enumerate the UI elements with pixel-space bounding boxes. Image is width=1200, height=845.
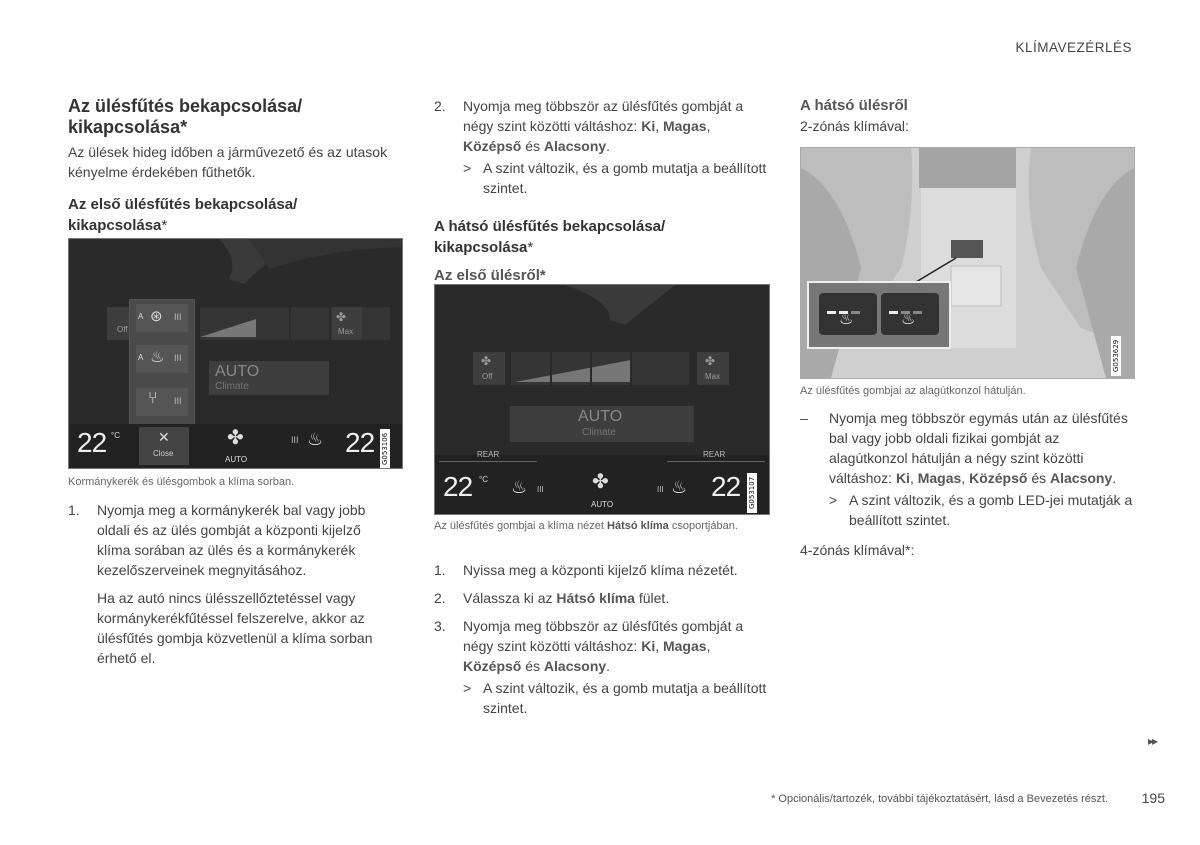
- fan-max-tile[interactable]: [332, 307, 362, 340]
- right-rear-seat-heat-button[interactable]: [881, 293, 939, 335]
- button-inset: [807, 281, 951, 349]
- front-climate-screenshot: [68, 238, 403, 469]
- level-bars-icon: III: [174, 312, 182, 322]
- right-level-bars-icon: III: [291, 435, 299, 445]
- caption-1: Kormánykerék és ülésgombok a klíma sorban.: [68, 476, 295, 488]
- column-2: [434, 96, 768, 286]
- left-rear-seat-heat-button[interactable]: [819, 293, 877, 335]
- steering-heat-option[interactable]: [136, 304, 188, 332]
- rear-step-3-result: [463, 678, 768, 718]
- main-heading: Az ülésfűtés bekapcsolása/ kikapcsolása*: [68, 96, 303, 137]
- column-3: [800, 96, 1134, 136]
- rear-fan-max-tile[interactable]: [697, 352, 729, 385]
- temp-right[interactable]: 22: [345, 427, 375, 458]
- four-zone-label: 4-zónás klímával*:: [800, 542, 915, 558]
- result-marker-2: >: [463, 680, 472, 696]
- auto-climate-tile[interactable]: [209, 361, 329, 395]
- rear-left-seat-heat-icon[interactable]: ♨: [511, 477, 528, 497]
- rear-right-label: REAR: [703, 450, 726, 459]
- rear-left-level-bars-icon: III: [537, 485, 544, 494]
- rear-step-1-number: 1.: [434, 562, 446, 578]
- rear-climate-screenshot: [434, 284, 770, 515]
- step-2-number: 2.: [434, 98, 446, 114]
- rear-right-level-bars-icon: III: [657, 485, 664, 494]
- seat-vent-option[interactable]: [136, 388, 188, 416]
- rear-step-3-result-text: A szint változik, és a gomb mutatja a beállított szintet.: [483, 680, 767, 716]
- rear-button-result-text: A szint változik, és a gomb LED-jei mutatják a beállított szintet.: [849, 492, 1133, 528]
- rear-right-divider: [667, 461, 765, 462]
- left-seat-heat-icon: ♨: [839, 311, 854, 328]
- step-2-text: Nyomja meg többször az ülésfűtés gombját a négy szint közötti váltáshoz: Ki, Magas, Középső és Alacsony.: [463, 98, 744, 154]
- rear-auto-label: AUTO: [578, 408, 623, 425]
- intro-text: Az ülések hideg időben a járművezető és az utasok kényelme érdekében fűthetők.: [68, 144, 388, 180]
- two-zone-label: 2-zónás klímával:: [800, 118, 909, 134]
- rear-button-step: [800, 408, 1134, 530]
- rear-auto-small-label: AUTO: [591, 500, 614, 509]
- rear-temp-unit: °C: [479, 475, 488, 484]
- step-1-text: Nyomja meg a kormánykerék bal vagy jobb oldali és az ülés gombját a központi kijelző klíma sorában az ülés és a kormánykerék kezelőszerveinek megnyitásához.: [97, 502, 366, 578]
- max-label: Max: [338, 327, 354, 336]
- right-seat-heat-icon: ♨: [901, 311, 916, 328]
- fan-icon-max: ✤: [705, 354, 716, 368]
- fan-icon-small: ✤: [481, 354, 492, 368]
- auto-a-label-2: A: [138, 353, 144, 362]
- auto-small-label: AUTO: [225, 455, 248, 464]
- front-seat-sub: Az első ülésről*: [434, 267, 546, 284]
- result-marker: >: [463, 160, 472, 176]
- seat-menu: [129, 299, 195, 429]
- step-1-number: 1.: [68, 502, 80, 518]
- auto-a-label: A: [138, 312, 144, 321]
- step-2-result: [463, 158, 768, 198]
- close-label: Close: [153, 449, 174, 458]
- rear-button-step-text: Nyomja meg többször egymás után az ülésfűtés bal vagy jobb oldali fizikai gombját az alagútkonzol hátulján a négy szint közötti váltáshoz: Ki, Magas, Középső és Alacsony.: [829, 410, 1128, 486]
- close-icon: ✕: [158, 429, 170, 445]
- result-marker-3: >: [829, 492, 838, 508]
- rear-step-2-number: 2.: [434, 590, 446, 606]
- rear-step-2-text: Válassza ki az Hátsó klíma fület.: [463, 590, 670, 606]
- level-bars-icon-3: III: [174, 396, 182, 406]
- front-heading: Az első ülésfűtés bekapcsolása/ kikapcsolása*: [68, 196, 298, 234]
- col2-steps: [434, 560, 768, 718]
- rear-step-2: [434, 588, 768, 608]
- rear-heading: A hátsó ülésfűtés bekapcsolása/ kikapcsolása*: [434, 218, 666, 256]
- seat-heat-icon: ♨: [150, 349, 165, 366]
- column-1: [68, 96, 398, 236]
- off-label: Off: [117, 325, 128, 334]
- rear-step-1: [434, 560, 768, 580]
- rear-step-3-text: Nyomja meg többször az ülésfűtés gombját a négy szint közötti váltáshoz: Ki, Magas, Középső és Alacsony.: [463, 618, 744, 674]
- page-number: 195: [1141, 790, 1165, 806]
- airflow-icon[interactable]: ✤: [227, 427, 244, 449]
- rear-left-divider: [439, 461, 537, 462]
- rear-max-label: Max: [705, 372, 721, 381]
- rear-step-3-number: 3.: [434, 618, 446, 634]
- caption-2: Az ülésfűtés gombjai a klíma nézet Hátsó klíma csoportjában.: [434, 520, 738, 532]
- step-1-note: Ha az autó nincs ülésszellőztetéssel vagy kormánykerékfűtéssel felszerelve, akkor az ülésfűtés gombja közvetlenül a klíma sorban érhető el.: [97, 590, 373, 666]
- seat-ventilation-icon: ⑂: [148, 390, 158, 407]
- seat-heat-option[interactable]: [136, 345, 188, 373]
- rear-image-code: G053107: [747, 473, 757, 513]
- rear-button-result: [829, 490, 1134, 530]
- rear-fan-level-bar[interactable]: [511, 352, 689, 385]
- section-title: KLÍMAVEZÉRLÉS: [1015, 40, 1132, 55]
- fan-icon: ✤: [336, 310, 347, 324]
- step-1: [68, 500, 398, 668]
- continue-arrows-icon: ▸▸: [1148, 734, 1157, 748]
- rear-right-seat-heat-icon[interactable]: ♨: [671, 477, 688, 497]
- photo-image-code: G053629: [1111, 336, 1121, 376]
- rear-climate-label: Climate: [582, 427, 616, 438]
- rear-airflow-icon[interactable]: ✤: [592, 471, 609, 493]
- rear-step-3: [434, 616, 768, 718]
- rear-auto-climate-tile[interactable]: [510, 406, 694, 442]
- auto-label: AUTO: [215, 363, 260, 380]
- rear-seat-heading: A hátsó ülésről: [800, 97, 908, 114]
- step-2-result-text: A szint változik, és a gomb mutatja a beállított szintet.: [483, 160, 767, 196]
- step-2: [434, 96, 768, 198]
- right-seat-heat-icon[interactable]: ♨: [307, 429, 324, 449]
- tunnel-console-photo: [800, 147, 1135, 379]
- rear-temp-right[interactable]: 22: [711, 471, 741, 502]
- climate-label: Climate: [215, 381, 249, 392]
- rear-fan-off-tile[interactable]: [473, 352, 505, 385]
- rear-temp-left[interactable]: 22: [443, 471, 473, 502]
- temp-unit-left: °C: [111, 431, 120, 440]
- steering-wheel-heat-icon: ⊛: [150, 308, 163, 325]
- level-bars-icon-2: III: [174, 353, 182, 363]
- dash-marker: –: [800, 410, 808, 426]
- col1-steps: [68, 500, 398, 668]
- footnote: * Opcionális/tartozék, további tájékoztatásért, lásd a Bevezetés részt.: [771, 793, 1108, 805]
- rear-off-label: Off: [482, 372, 493, 381]
- close-button[interactable]: [139, 427, 189, 465]
- temp-left[interactable]: 22: [77, 427, 107, 458]
- image-code: G053106: [380, 429, 390, 469]
- rear-step-1-text: Nyissa meg a központi kijelző klíma nézetét.: [463, 562, 738, 578]
- rear-left-label: REAR: [477, 450, 500, 459]
- caption-3: Az ülésfűtés gombjai az alagútkonzol hátulján.: [800, 385, 1026, 397]
- col3-steps: [800, 408, 1134, 560]
